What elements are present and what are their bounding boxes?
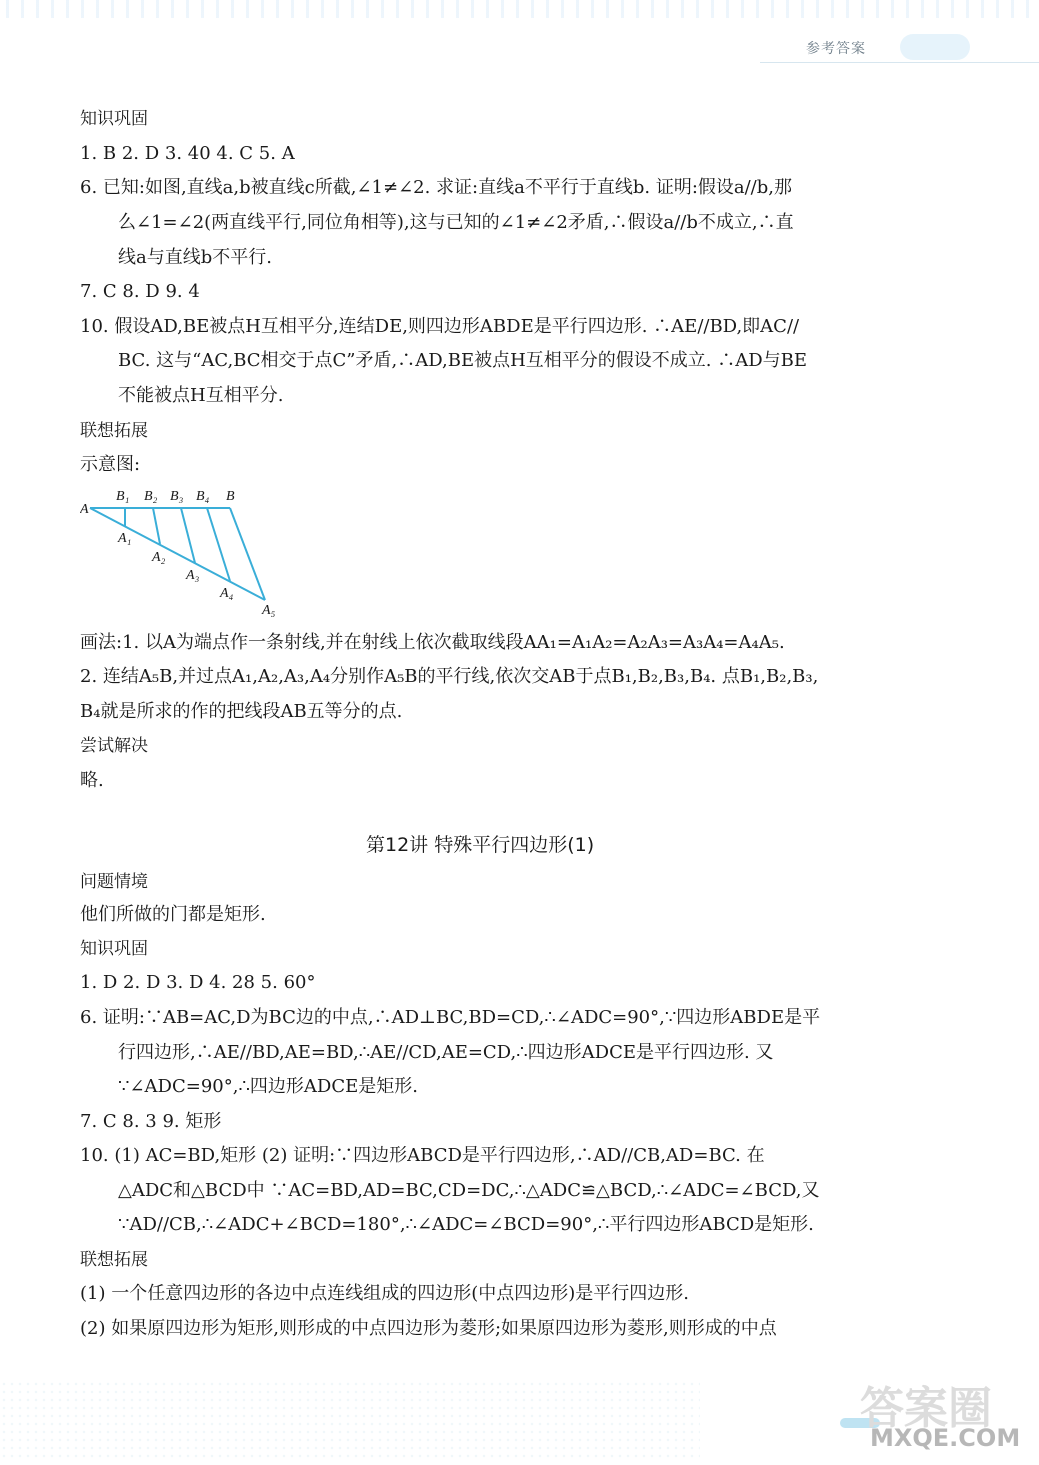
header-rule xyxy=(760,62,1039,63)
top-decor-band xyxy=(0,0,1039,18)
answer-line: 画法:1. 以A为端点作一条射线,并在射线上依次截取线段AA₁=A₁A₂=A₂A₃=A₃A₄=A₄A₅. xyxy=(80,632,785,653)
bisection-diagram xyxy=(80,484,280,619)
answer-line: 示意图: xyxy=(80,454,141,475)
answer-line: 6. 证明:∵AB=AC,D为BC边的中点,∴AD⊥BC,BD=CD,∴∠ADC=90°,∵四边形ABDE是平 xyxy=(80,1007,821,1028)
parallel-B4A4 xyxy=(207,508,230,581)
label-A3: A₃ xyxy=(186,568,200,583)
watermark-logo xyxy=(840,1372,1030,1458)
answer-line: 2. 连结A₅B,并过点A₁,A₂,A₃,A₄分别作A₅B的平行线,依次交AB于点B₁,B₂,B₃,B₄. 点B₁,B₂,B₃, xyxy=(80,666,819,687)
answer-line: 10. 假设AD,BE被点H互相平分,连结DE,则四边形ABDE是平行四边形. ∴AE//BD,即AC// xyxy=(80,316,800,337)
label-B2: B₂ xyxy=(144,489,158,504)
answer-line: ∵AD//CB,∴∠ADC+∠BCD=180°,∴∠ADC=∠BCD=90°,∴平行四边形ABCD是矩形. xyxy=(118,1214,814,1235)
answer-line: △ADC和△BCD中 ∵AC=BD,AD=BC,CD=DC,∴△ADC≌△BCD,∴∠ADC=∠BCD,又 xyxy=(118,1180,820,1201)
label-A: A xyxy=(80,502,89,517)
answer-line: (1) 一个任意四边形的各边中点连线组成的四边形(中点四边形)是平行四边形. xyxy=(80,1283,689,1304)
answer-line: 略. xyxy=(80,770,104,791)
answer-line: 线a与直线b不平行. xyxy=(118,247,272,268)
section-heading: 尝试解决 xyxy=(80,736,148,756)
parallel-B3A3 xyxy=(181,508,195,563)
header-label: 参考答案 xyxy=(806,41,866,57)
header-decor-pill xyxy=(900,34,970,60)
section-heading: 知识巩固 xyxy=(80,939,148,959)
parallel-B2A2 xyxy=(153,508,160,544)
ray-AA5 xyxy=(90,508,265,600)
label-A1: A₁ xyxy=(118,531,132,546)
answer-line: 1. D 2. D 3. D 4. 28 5. 60° xyxy=(80,972,316,993)
answer-line: (2) 如果原四边形为矩形,则形成的中点四边形为菱形;如果原四边形为菱形,则形成的中点 xyxy=(80,1318,777,1339)
label-A4: A₄ xyxy=(220,586,234,601)
label-B1: B₁ xyxy=(116,489,130,504)
section-heading: 知识巩固 xyxy=(80,109,148,129)
answer-line: 行四边形,∴AE//BD,AE=BD,∴AE//CD,AE=CD,∴四边形ADCE是平行四边形. 又 xyxy=(118,1042,774,1063)
answer-line: ∵∠ADC=90°,∴四边形ADCE是矩形. xyxy=(118,1076,418,1097)
segment-A5B xyxy=(230,508,265,600)
footer-dot-pattern xyxy=(0,1380,700,1460)
answer-line: 1. B 2. D 3. 40 4. C 5. A xyxy=(80,143,295,164)
watermark-text: 答案圈 xyxy=(860,1383,992,1434)
section-heading: 问题情境 xyxy=(80,872,148,892)
label-A5: A₅ xyxy=(262,603,276,618)
answer-line: B₄就是所求的作的把线段AB五等分的点. xyxy=(80,701,403,722)
answer-line: 6. 已知:如图,直线a,b被直线c所截,∠1≠∠2. 求证:直线a不平行于直线b. 证明:假设a//b,那 xyxy=(80,177,792,198)
label-B3: B₃ xyxy=(170,489,184,504)
label-B: B xyxy=(226,489,235,504)
section-heading: 联想拓展 xyxy=(80,1250,148,1270)
section-heading: 联想拓展 xyxy=(80,421,148,441)
answer-line: 他们所做的门都是矩形. xyxy=(80,904,266,925)
answer-line: BC. 这与“AC,BC相交于点C”矛盾,∴AD,BE被点H互相平分的假设不成立. ∴AD与BE xyxy=(118,350,808,371)
answer-line: 么∠1=∠2(两直线平行,同位角相等),这与已知的∠1≠∠2矛盾,∴假设a//b不成立,∴直 xyxy=(118,212,794,233)
lecture-title: 第12讲 特殊平行四边形(1) xyxy=(366,834,595,856)
answer-line: 7. C 8. 3 9. 矩形 xyxy=(80,1111,222,1132)
answer-line: 10. (1) AC=BD,矩形 (2) 证明:∵四边形ABCD是平行四边形,∴AD//CB,AD=BC. 在 xyxy=(80,1145,765,1166)
watermark-url: MXQE.COM xyxy=(870,1424,1021,1452)
answer-line: 7. C 8. D 9. 4 xyxy=(80,281,200,302)
label-A2: A₂ xyxy=(152,550,166,565)
answer-line: 不能被点H互相平分. xyxy=(118,385,284,406)
label-B4: B₄ xyxy=(196,489,210,504)
